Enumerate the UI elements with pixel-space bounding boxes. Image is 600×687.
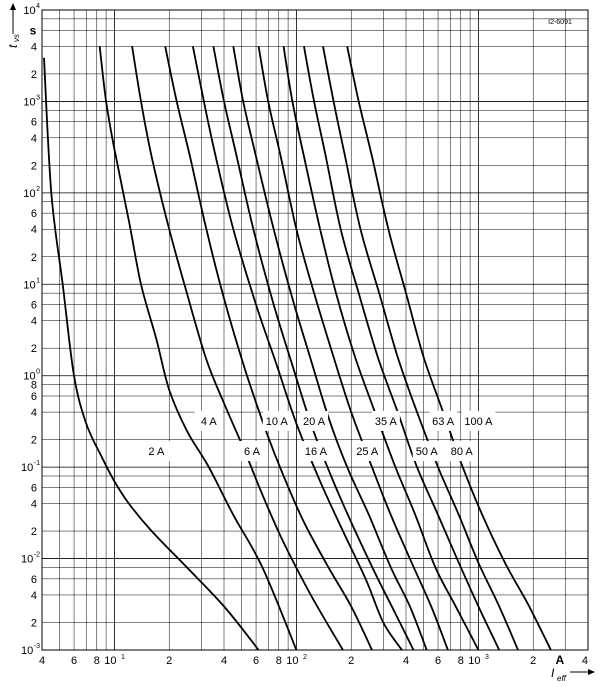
y-tick-label-exponent: -2 (33, 551, 40, 559)
drawing-code: I2-6091 (548, 19, 572, 26)
y-tick-label: 6 (30, 208, 37, 221)
y-axis-label-subscript: vs (12, 34, 21, 42)
y-axis-ticks (21, 3, 40, 657)
y-axis-title (6, 3, 21, 48)
curve-label-text: 16 A (304, 446, 327, 459)
x-tick-label: 10 (104, 655, 117, 667)
x-tick-label: 2 (530, 655, 537, 667)
x-axis-title (551, 666, 595, 683)
y-tick-label: 6 (30, 299, 37, 312)
x-tick-label: 10 (468, 655, 481, 667)
x-tick-label: 4 (581, 655, 588, 667)
x-tick-label: 4 (39, 655, 46, 667)
y-tick-label-exponent: 0 (36, 368, 40, 376)
x-tick-label: 4 (220, 655, 228, 667)
y-tick-label: 4 (30, 589, 37, 602)
x-axis-label-subscript: eff (557, 674, 566, 683)
y-tick-label: 4 (30, 224, 37, 237)
y-tick-label: 6 (30, 573, 37, 586)
curve-labels (142, 411, 495, 461)
y-tick-label: 2 (30, 251, 37, 264)
curve-label-80a (448, 441, 476, 461)
curve-label-63a (429, 411, 457, 431)
x-tick-label: 4 (402, 655, 410, 667)
y-tick-label: 2 (30, 617, 37, 630)
y-tick-label: 10 (21, 462, 34, 475)
y-tick-label: 8 (30, 379, 37, 392)
y-tick-label-exponent: 3 (36, 94, 40, 102)
curve-label-text: 20 A (303, 415, 326, 428)
y-tick-label: 10 (23, 279, 36, 292)
x-tick-label: 6 (434, 655, 442, 667)
y-axis-label: t (6, 44, 20, 48)
y-tick-label: 4 (30, 498, 37, 511)
x-axis-unit: A (555, 653, 565, 667)
curve-label-25a (353, 441, 381, 461)
curve-label-text: 6 A (244, 446, 260, 459)
curve-label-text: 35 A (374, 415, 397, 428)
curve-label-text: 25 A (356, 446, 379, 459)
curve-label-4a (195, 411, 223, 431)
curve-label-text: 50 A (415, 446, 438, 459)
curve-label-text: 63 A (432, 415, 455, 428)
x-axis-arrowhead (588, 669, 595, 675)
x-tick-label: 6 (70, 655, 78, 667)
curve-2a (44, 58, 259, 650)
x-tick-label: 8 (457, 655, 464, 667)
y-tick-label: 2 (30, 526, 37, 539)
x-tick-label-exponent: 3 (485, 654, 489, 661)
y-tick-label-exponent: 1 (36, 277, 40, 285)
y-tick-label: 6 (30, 116, 37, 129)
y-tick-label: 10 (23, 187, 36, 200)
curve-label-text: 10 A (265, 415, 288, 428)
x-tick-label: 2 (166, 655, 173, 667)
curve-label-2a (142, 441, 170, 461)
x-tick-label: 8 (275, 655, 282, 667)
x-tick-label: 2 (348, 655, 355, 667)
curve-label-text: 4 A (200, 415, 217, 428)
x-axis-ticks (39, 654, 588, 667)
curve-label-20a (300, 411, 328, 431)
y-tick-label: 10 (21, 553, 34, 566)
y-tick-label: 10 (23, 370, 36, 383)
x-tick-label: 10 (286, 655, 299, 667)
y-tick-label: 2 (30, 160, 37, 173)
curve-label-text: 80 A (450, 446, 473, 459)
curve-label-100a (461, 411, 495, 431)
x-tick-label: 8 (93, 655, 100, 667)
y-tick-label: 4 (30, 41, 37, 54)
x-tick-label-exponent: 2 (303, 654, 307, 661)
y-tick-label: 4 (30, 132, 37, 145)
curve-label-50a (413, 441, 441, 461)
y-axis-unit: s (29, 23, 37, 38)
x-tick-label: 6 (252, 655, 260, 667)
curve-label-6a (238, 441, 266, 461)
curve-label-text: 2 A (148, 446, 165, 459)
y-tick-label: 2 (30, 343, 37, 356)
curve-label-text: 100 A (464, 415, 493, 428)
curve-label-16a (302, 441, 330, 461)
x-tick-label-exponent: 1 (121, 654, 125, 661)
y-tick-label: 10 (23, 96, 36, 109)
y-tick-label: 2 (30, 434, 37, 447)
curve-label-35a (372, 411, 400, 431)
y-tick-label: 4 (30, 315, 37, 328)
y-tick-label-exponent: -1 (33, 460, 40, 468)
y-tick-label: 2 (30, 68, 37, 81)
y-tick-label: 10 (21, 645, 34, 657)
y-tick-label: 10 (23, 5, 36, 17)
y-tick-label-exponent: 4 (36, 3, 40, 10)
y-tick-label: 4 (30, 407, 37, 420)
y-tick-label-exponent: 2 (36, 185, 40, 193)
y-axis-arrowhead (10, 3, 16, 10)
curve-label-10a (263, 411, 291, 431)
y-tick-label-exponent: -3 (33, 643, 40, 650)
y-tick-label: 6 (30, 482, 37, 495)
x-axis-label: I (551, 666, 555, 680)
y-tick-label: 6 (30, 390, 37, 403)
